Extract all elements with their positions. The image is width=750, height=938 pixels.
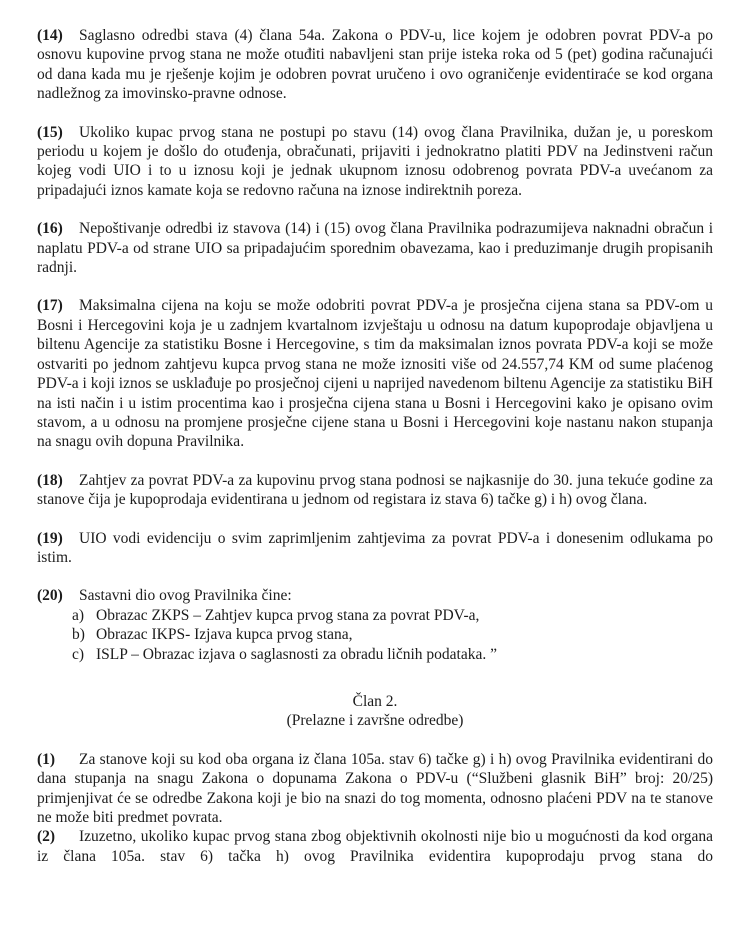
- paragraph-16: [37, 219, 713, 277]
- paragraph-20: [37, 586, 713, 605]
- paragraph-16-number: (16): [37, 220, 63, 238]
- closing-paragraph-2-number: (2): [37, 828, 56, 846]
- list-item-b-text: Obrazac IKPS- Izjava kupca prvog stana,: [96, 626, 353, 644]
- paragraph-15: [37, 123, 713, 201]
- paragraph-17-number: (17): [37, 297, 63, 315]
- article-heading-subtitle: (Prelazne i završne odredbe): [286, 712, 464, 730]
- paragraph-20-number: (20): [37, 587, 63, 605]
- article-heading: [37, 692, 713, 731]
- closing-paragraph-2: [37, 827, 713, 866]
- article-heading-title: Član 2.: [352, 692, 398, 710]
- paragraph-14: [37, 26, 713, 104]
- paragraph-16-text: Nepoštivanje odredbi iz stavova (14) i (15) ovog člana Pravilnika podrazumijeva naknadni obračun i naplatu PDV-a od strane UIO sa pripadajućim sporednim obavezama, kao i preduzimanje drugih propisanih radnji.: [37, 220, 713, 277]
- paragraph-18-number: (18): [37, 471, 63, 489]
- list-item-c: [72, 645, 713, 664]
- list-item-c-marker: c): [72, 645, 85, 663]
- closing-paragraph-1-number: (1): [37, 750, 56, 768]
- paragraph-14-text: Saglasno odredbi stava (4) člana 54a. Zakona o PDV-u, lice kojem je odobren povrat PDV-a po osnovu kupovine prvog stana ne može otuđiti nabavljeni stan prije isteka roka od 5 (pet) godina računajući od dana kada mu je rješenje kojim je odobren povrat uručeno i ovo ograničenje evidentiraće se kod organa nadležnog za imovinsko-pravne odnose.: [37, 27, 713, 103]
- list-item-a-text: Obrazac ZKPS – Zahtjev kupca prvog stana za povrat PDV-a,: [96, 606, 480, 624]
- paragraph-18-text: Zahtjev za povrat PDV-a za kupovinu prvog stana podnosi se najkasnije do 30. juna tekuće godine za stanove čija je kupoprodaja evidentirana u jednom od registara iz stava 6) tačke g) i h) ovog člana.: [37, 471, 713, 509]
- list-item-c-text: ISLP – Obrazac izjava o saglasnosti za obradu ličnih podataka. ”: [96, 645, 497, 663]
- list-item-b: [72, 625, 713, 644]
- paragraph-17-text: Maksimalna cijena na koju se može odobriti povrat PDV-a je prosječna cijena stana sa PDV-om u Bosni i Hercegovini koja je u zadnjem kvartalnom izvještaju u odnosu na datum kupoprodaje objavljena u biltenu Agencije za statistiku Bosne i Hercegovine, s tim da maksimalan iznos povrata PDV-a koji se može ostvariti po jednom zahtjevu kupca prvog stana ne može iznositi više od 24.557,74 KM od sume plaćenog PDV-a i koji iznos se usklađuje po prosječnoj cijeni u naprijed navedenom biltenu Agencije za statistiku BiH na isti način i u istim procentima kao i prosječna cijena stana u Bosni i Hercegovini kako je opisano ovim stavom, a u odnosu na promjene prosječne cijene stana u Bosni i Hercegovini koje nastanu nakon stupanja na snagu ovih dopuna Pravilnika.: [37, 297, 713, 451]
- annex-list: [37, 606, 713, 664]
- paragraph-19: [37, 529, 713, 568]
- closing-paragraph-2-text: Izuzetno, ukoliko kupac prvog stana zbog objektivnih okolnosti nije bio u mogućnosti da kod organa iz člana 105a. stav 6) tačka h) ovog Pravilnika evidentira kupoprodaju prvog stana do: [37, 828, 713, 865]
- closing-paragraph-1: [37, 750, 713, 828]
- closing-paragraph-1-text: Za stanove koji su kod oba organa iz člana 105a. stav 6) tačke g) i h) ovog Pravilnika evidentirani do dana stupanja na snagu Zakona o dopunama Zakona o PDV-u (“Službeni glasnik BiH” broj: 20/25) primjenjivat će se odredbe Zakona koji je bio na snazi do tog momenta, odnosno plaćeni PDV na te stanove ne može biti predmet povrata.: [37, 750, 713, 826]
- paragraph-15-text: Ukoliko kupac prvog stana ne postupi po stavu (14) ovog člana Pravilnika, dužan je, u poreskom periodu u kojem je došlo do otuđenja, obračunati, prijaviti i jednokratno platiti PDV na Jedinstveni račun kojeg vodi UIO i to u iznosu koji je jednak ukupnom iznosu odobrenog povrata PDV-a uvećanom za pripadajući iznos kamate koja se redovno računa na iznose indirektnih poreza.: [37, 123, 713, 199]
- paragraph-17: [37, 296, 713, 451]
- list-item-b-marker: b): [72, 626, 85, 644]
- paragraph-14-number: (14): [37, 27, 63, 44]
- paragraph-19-number: (19): [37, 529, 63, 547]
- paragraph-20-text: Sastavni dio ovog Pravilnika čine:: [79, 587, 292, 605]
- paragraph-15-number: (15): [37, 123, 63, 141]
- paragraph-18: [37, 471, 713, 510]
- list-item-a: [72, 606, 713, 625]
- paragraph-19-text: UIO vodi evidenciju o svim zaprimljenim zahtjevima za povrat PDV-a i donesenim odlukama po istim.: [37, 529, 713, 566]
- list-item-a-marker: a): [72, 606, 85, 624]
